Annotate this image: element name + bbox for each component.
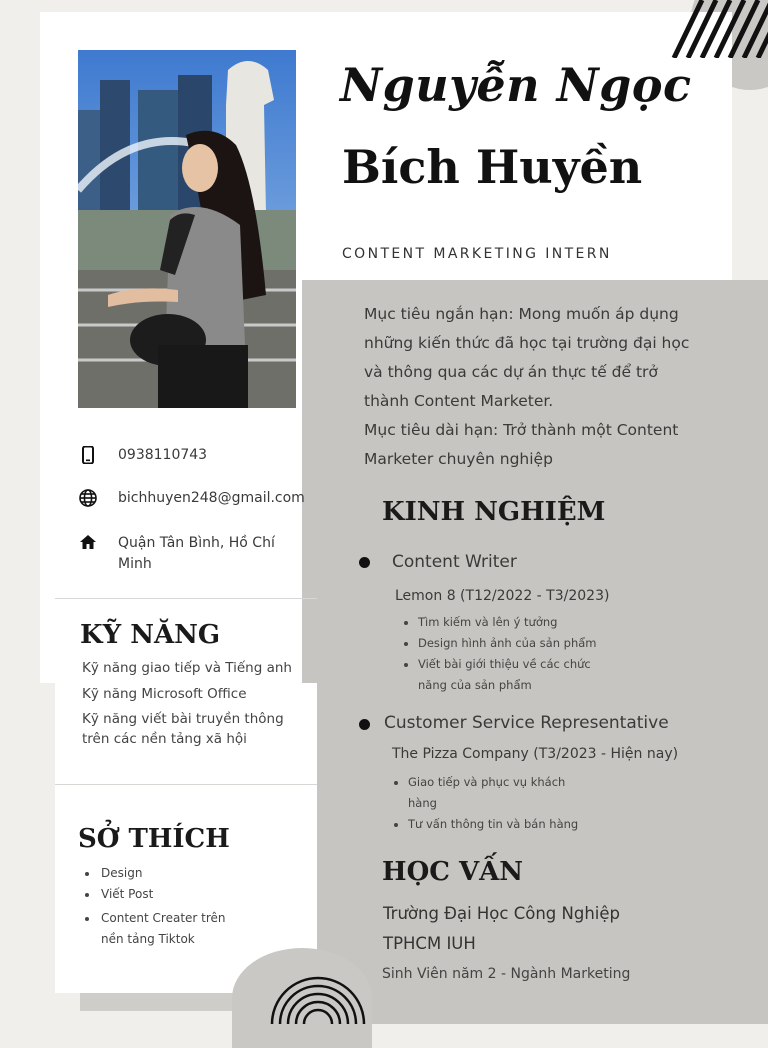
education-detail: Sinh Viên năm 2 - Ngành Marketing <box>382 966 631 982</box>
skills-heading: KỸ NĂNG <box>80 620 221 650</box>
contact-address-line-1: Quận Tân Bình, Hồ Chí <box>118 535 275 551</box>
objective-line: Mục tiêu dài hạn: Trở thành một Content <box>364 421 679 439</box>
education-school-line-2: TPHCM IUH <box>383 934 476 953</box>
divider <box>55 598 317 599</box>
experience-heading: KINH NGHIỆM <box>382 497 606 527</box>
contact-address-line-2: Minh <box>118 556 152 572</box>
job-title: CONTENT MARKETING INTERN <box>342 246 612 262</box>
diagonal-stripes-decoration <box>670 0 768 58</box>
home-icon <box>79 533 97 551</box>
hobbies-heading: SỞ THÍCH <box>78 824 230 854</box>
job-2-tasks <box>394 772 578 835</box>
hobby-item: • Design <box>99 863 226 884</box>
phone-icon <box>79 446 97 464</box>
objective-line: Mục tiêu ngắn hạn: Mong muốn áp dụng <box>364 305 679 323</box>
education-school-line-1: Trường Đại Học Công Nghiệp <box>383 904 620 923</box>
task-item: • Viết bài giới thiệu về các chức <box>418 654 597 675</box>
objective-line: những kiến thức đã học tại trường đại học <box>364 334 690 352</box>
hobby-item: • Viết Post <box>99 884 226 905</box>
skill-item: Kỹ năng giao tiếp và Tiếng anh <box>82 660 292 676</box>
divider <box>55 784 317 785</box>
bullet-dot <box>359 719 370 730</box>
name-line-2: Bích Huyền <box>342 140 643 194</box>
task-item: • Giao tiếp và phục vụ khách <box>408 772 578 793</box>
skill-item: Kỹ năng Microsoft Office <box>82 686 247 702</box>
job-1-company: Lemon 8 (T12/2022 - T3/2023) <box>395 588 610 604</box>
profile-photo <box>78 50 296 408</box>
job-1-tasks <box>404 612 597 696</box>
job-2-title: Customer Service Representative <box>384 713 669 733</box>
hobby-item: • Content Creater trên <box>99 908 226 929</box>
skill-item: Kỹ năng viết bài truyền thông <box>82 711 284 727</box>
name-line-1: Nguyễn Ngọc <box>340 58 692 112</box>
job-1-title: Content Writer <box>392 552 517 572</box>
education-heading: HỌC VẤN <box>382 857 524 887</box>
globe-icon <box>79 489 97 507</box>
task-item: hàng <box>408 796 437 810</box>
task-item: năng của sản phẩm <box>418 678 532 692</box>
hobbies-list <box>83 863 226 950</box>
contact-phone[interactable]: 0938110743 <box>118 447 208 463</box>
objective-line: và thông qua các dự án thực tế để trở <box>364 363 658 381</box>
task-item: • Tìm kiếm và lên ý tưởng <box>418 612 597 633</box>
career-objective <box>364 300 734 474</box>
objective-line: thành Content Marketer. <box>364 392 554 410</box>
bullet-dot <box>359 557 370 568</box>
skill-item: trên các nền tảng xã hội <box>82 731 247 747</box>
contact-email[interactable]: bichhuyen248@gmail.com <box>118 490 305 506</box>
task-item: • Tư vấn thông tin và bán hàng <box>408 814 578 835</box>
task-item: • Design hình ảnh của sản phẩm <box>418 633 597 654</box>
objective-line: Marketer chuyên nghiệp <box>364 450 553 468</box>
hobby-item: nền tảng Tiktok <box>101 932 195 946</box>
rainbow-arc-decoration <box>268 956 368 1024</box>
job-2-company: The Pizza Company (T3/2023 - Hiện nay) <box>392 746 679 762</box>
